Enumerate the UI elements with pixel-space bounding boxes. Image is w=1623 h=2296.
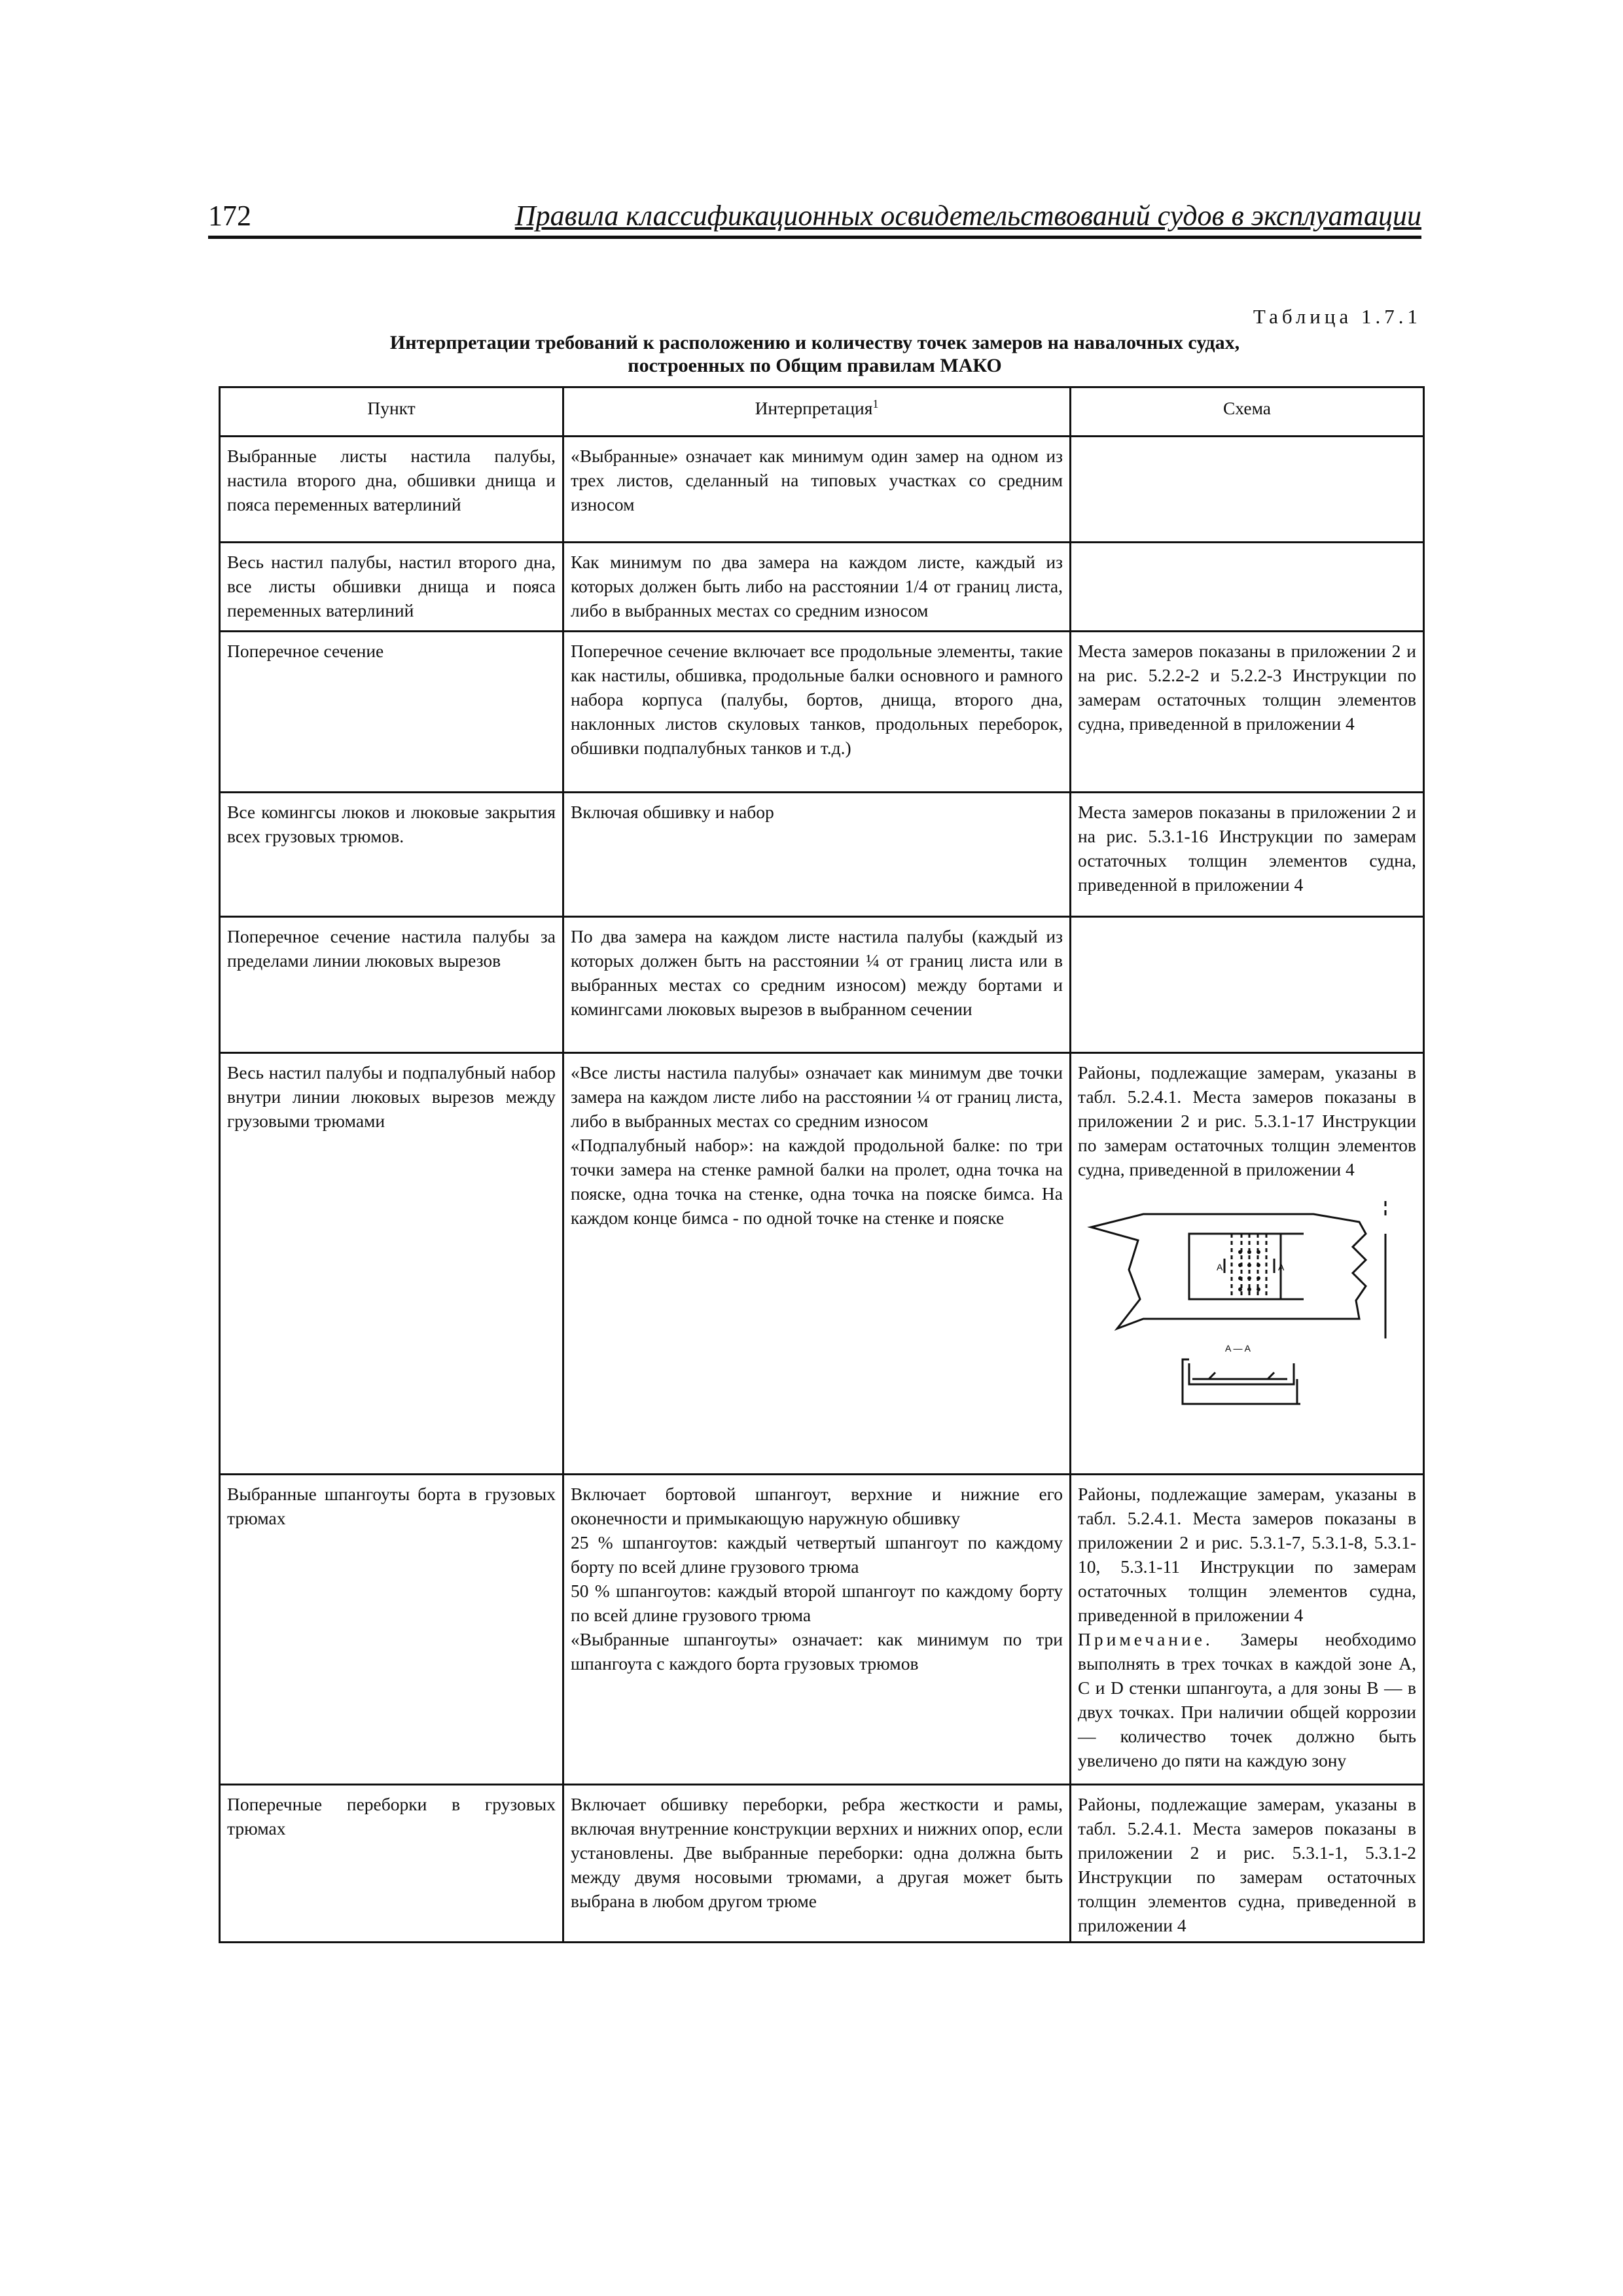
footnote-marker: 1	[872, 397, 879, 410]
interpretation-paragraph: 50 % шпангоутов: каждый второй шпангоут по каждому борту по всей длине грузового трюма	[571, 1581, 1063, 1625]
caption-line-1: Интерпретации требований к расположению и количеству точек замеров на навалочных судах,	[389, 332, 1240, 353]
scheme-text: Районы, подлежащие замерам, указаны в табл. 5.2.4.1. Места замеров показаны в приложении 2 и рис. 5.3.1-7, 5.3.1-8, 5.3.1-10, 5.3.1-11 Инструкции по замерам остаточных толщин элементов судна, приведенной в приложении 4	[1078, 1484, 1416, 1625]
row-interpretation: Поперечное сечение включает все продольные элементы, такие как настилы, обшивка, продольные балки основного и рамного набора корпуса (палубы, бортов, днища, второго дна, наклонных листов скуловых танков, продольных переборок, обшивки подпалубных танков и т.д.)	[563, 632, 1071, 793]
row-interpretation: Как минимум по два замера на каждом листе, каждый из которых должен быть либо на расстоянии 1/4 от границ листа, либо в выбранных местах со средним износом	[563, 543, 1071, 632]
caption-line-2: построенных по Общим правилам МАКО	[628, 355, 1002, 376]
deck-plan-view	[1091, 1214, 1366, 1329]
row-item: Поперечные переборки в грузовых трюмах	[220, 1785, 563, 1943]
requirements-table	[219, 386, 1425, 1943]
table-caption	[216, 331, 1414, 377]
interpretation-paragraph: Включает бортовой шпангоут, верхние и нижние его оконечности и примыкающую наружную обшивку	[571, 1484, 1063, 1528]
table-row	[220, 793, 1424, 917]
table-label: Таблица 1.7.1	[1253, 305, 1421, 328]
interpretation-paragraph: 25 % шпангоутов: каждый четвертый шпангоут по каждому борту по всей длине грузового трюма	[571, 1532, 1063, 1577]
table-row	[220, 1785, 1424, 1943]
row-item: Поперечное сечение	[220, 632, 563, 793]
column-header-item: Пункт	[220, 387, 563, 437]
row-interpretation: Включает обшивку переборки, ребра жесткости и рамы, включая внутренние конструкции верхних и нижних опор, если установлены. Две выбранные переборки: одна должна быть между двумя носовыми трюмами, а другая может быть выбрана в любом другом трюме	[563, 1785, 1071, 1943]
table-header-row	[220, 387, 1424, 437]
note-label: Примечание.	[1078, 1629, 1213, 1649]
row-item: Выбранные шпангоуты борта в грузовых трюмах	[220, 1475, 563, 1785]
row-item: Весь настил палубы и подпалубный набор внутри линии люковых вырезов между грузовыми трюмами	[220, 1053, 563, 1475]
row-interpretation	[563, 1053, 1071, 1475]
row-item: Все комингсы люков и люковые закрытия всех грузовых трюмов.	[220, 793, 563, 917]
row-item: Весь настил палубы, настил второго дна, все листы обшивки днища и пояса переменных ватерлиний	[220, 543, 563, 632]
row-scheme: Районы, подлежащие замерам, указаны в табл. 5.2.4.1. Места замеров показаны в приложении 2 и рис. 5.3.1-1, 5.3.1-2 Инструкции по замерам остаточных толщин элементов судна, приведенной в приложении 4	[1071, 1785, 1424, 1943]
page-header	[208, 196, 1421, 239]
row-interpretation: Включая обшивку и набор	[563, 793, 1071, 917]
table-row	[220, 1053, 1424, 1475]
row-item: Поперечное сечение настила палубы за пределами линии люковых вырезов	[220, 917, 563, 1053]
row-interpretation: «Выбранные» означает как минимум один замер на одном из трех листов, сделанный на типовых участках со средним износом	[563, 437, 1071, 543]
row-scheme: Места замеров показаны в приложении 2 и на рис. 5.3.1-16 Инструкции по замерам остаточных толщин элементов судна, приведенной в приложении 4	[1071, 793, 1424, 917]
cut-mark-label-right: A	[1278, 1262, 1285, 1272]
interpretation-paragraph: «Выбранные шпангоуты» означает: как минимум по три шпангоута с каждого борта грузовых трюмов	[571, 1629, 1063, 1674]
table-row	[220, 543, 1424, 632]
interpretation-paragraph: «Подпалубный набор»: на каждой продольной балке: по три точки замера на стенке рамной балки на пролет, одна точка на пояске, одна точка на стенке, одна точка на пояске бимса. На каждом конце бимса - по одной точке на стенке и пояске	[571, 1135, 1063, 1228]
section-aa-view	[1183, 1359, 1300, 1404]
row-scheme	[1071, 917, 1424, 1053]
row-scheme	[1071, 1475, 1424, 1785]
page-number: 172	[208, 200, 251, 232]
row-interpretation: По два замера на каждом листе настила палубы (каждый из которых должен быть на расстоянии ¼ от границ листа или в выбранных местах со средним износом) между бортами и комингсами люковых вырезов в выбранном сечении	[563, 917, 1071, 1053]
row-scheme	[1071, 437, 1424, 543]
cut-mark-label-left: A	[1217, 1262, 1223, 1272]
note-text: Замеры необходимо выполнять в трех точках в каждой зоне А, С и D стенки шпангоута, а для зоны В — в двух точках. При наличии общей коррозии — количество точек должно быть увеличено до пяти на каждую зону	[1078, 1629, 1416, 1770]
row-scheme	[1071, 1053, 1424, 1475]
row-scheme	[1071, 543, 1424, 632]
column-header-interpretation-text: Интерпретация	[755, 398, 873, 418]
table-row	[220, 1475, 1424, 1785]
table-row	[220, 437, 1424, 543]
deck-framing-diagram	[1078, 1188, 1412, 1437]
column-header-scheme: Схема	[1071, 387, 1424, 437]
interpretation-paragraph: «Все листы настила палубы» означает как минимум две точки замера на каждом листе либо на расстоянии ¼ от границ листа, либо в выбранных местах со средним износом	[571, 1062, 1063, 1131]
column-header-interpretation	[563, 387, 1071, 437]
table-row	[220, 632, 1424, 793]
scheme-text: Районы, подлежащие замерам, указаны в табл. 5.2.4.1. Места замеров показаны в приложении 2 и рис. 5.3.1-17 Инструкции по замерам остаточных толщин элементов судна, приведенной в приложении 4	[1078, 1062, 1416, 1179]
section-label: A — A	[1225, 1343, 1251, 1354]
table-row	[220, 917, 1424, 1053]
row-item: Выбранные листы настила палубы, настила второго дна, обшивки днища и пояса переменных ватерлиний	[220, 437, 563, 543]
scheme-note	[1078, 1627, 1416, 1772]
row-scheme: Места замеров показаны в приложении 2 и на рис. 5.2.2-2 и 5.2.2-3 Инструкции по замерам остаточных толщин элементов судна, приведенной в приложении 4	[1071, 632, 1424, 793]
running-title: Правила классификационных освидетельствований судов в эксплуатации	[514, 200, 1421, 232]
row-interpretation	[563, 1475, 1071, 1785]
